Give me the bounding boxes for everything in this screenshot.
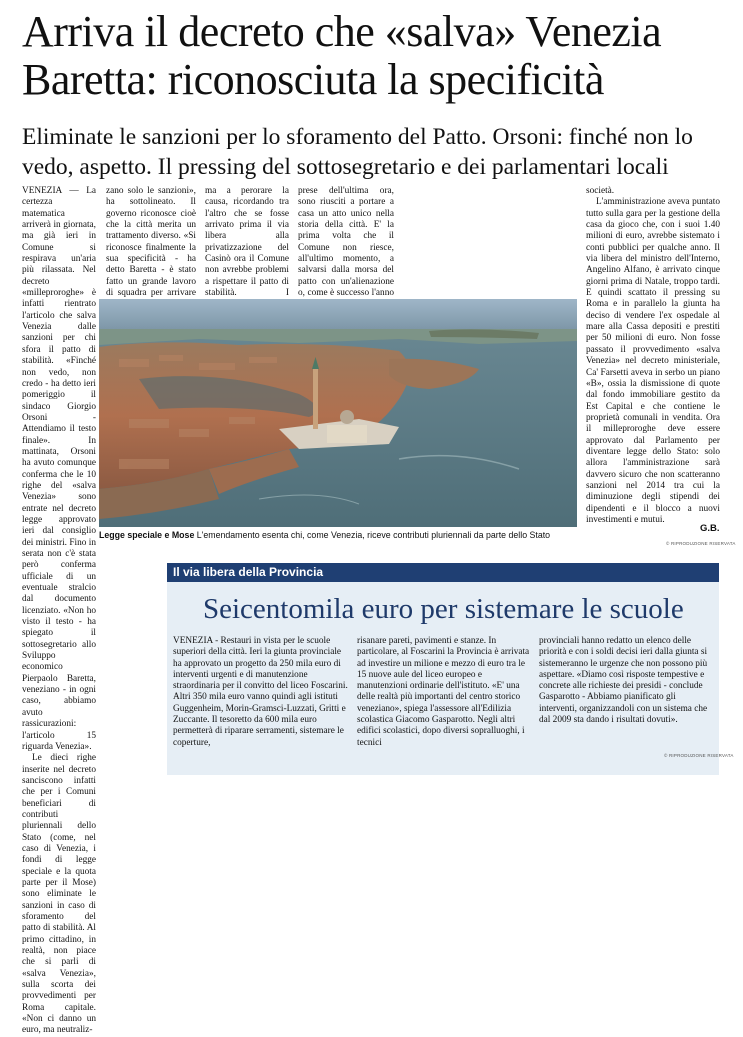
headline (22, 8, 737, 104)
caption-text: L'emendamento esenta chi, come Venezia, riceve contributi pluriennali da parte dello Stato (194, 530, 551, 540)
article-column-5 (586, 186, 720, 526)
venice-aerial-photo (99, 299, 577, 527)
article-column-4b (402, 186, 577, 298)
headline-line-1: Arriva il decreto che «salva» Venezia (22, 7, 662, 56)
subheadline (22, 122, 737, 182)
sidebar-paragraph: provinciali hanno redatto un elenco delle priorità e con i soldi decisi ieri dalla giunta si sistemeranno le urgenze che non possono più aspettare. «Diamo così risposte tempestive e concrete alle richieste dei presidi - conclude Gasparotto - Abbiamo pianificato gli interventi, organizzandoli con un sistema che dal 2009 sta dando i risultati dovuti». (539, 636, 708, 726)
subheadline-line-1: Eliminate le sanzioni per lo sforamento del Patto. Orsoni: finché non lo (22, 124, 693, 150)
sidebar-paragraph: risanare pareti, pavimenti e stanze. In particolare, al Foscarini la Provincia è arrivata ad investire un milione e mezzo di euro tra le 15 nuove aule del liceo europeo e manutenzioni ordinarie dell'istituto. «E' una delle realtà più importanti del centro storico veneziano», spiega l'assessore all'Edilizia scolastica Giacomo Gasparotto. Negli altri edifici scolastici, dopo diversi sopralluoghi, i tecnici (357, 636, 530, 748)
article-paragraph: ma a perorare la causa, ricordando tra l'altro che se fosse arrivato prima il via libera alla privatizzazione del Casinò ora il Comune non avrebbe problemi a rispettare il patto di stabilità. I (205, 186, 289, 299)
sidebar-reproduction-note: © RIPRODUZIONE RISERVATA (664, 753, 734, 758)
article-paragraph: VENEZIA — La certezza matematica arriverà in giornata, ma già ieri in Comune si respirava un'aria più rilassata. Nel decreto «milleproroghe» è infatti rientrato l'articolo che salva Venezia dalle sanzioni per chi sfora il patto di stabilità. «Finché non vedo, non credo - ha detto ieri pomeriggio il sindaco Giorgio Orsoni - Attendiamo il testo finale». In mattinata, Orsoni ha avuto comunque conferma che le 10 righe del «salva Venezia» sono entrate nel decreto legge approvato ieri dal consiglio dei ministri. Fino in serata non c'è stata però conferma ufficiale di un eventuale stralcio dal documento licenziato. «Non ho visto il testo - ha spiegato il sottosegretario allo Sviluppo economico Pierpaolo Baretta, veneziano - in ogni caso, abbiamo avuto rassicurazioni: l'articolo 15 riguarda Venezia». (22, 186, 96, 752)
article-paragraph: società. (586, 186, 615, 196)
reproduction-note: © RIPRODUZIONE RISERVATA (666, 541, 736, 546)
article-paragraph: prese dell'ultima ora, sono riusciti a portare a casa un atto unico nella storia della città. E' la prima volta che il Comune non riesce, all'ultimo momento, a salvarsi dalla morsa del patto con un'alienazione o, come è successo l'anno (298, 186, 394, 299)
article-paragraph: L'amministrazione aveva puntato tutto sulla gara per la gestione della casa da gioco che, con i suoi 1.40 milioni di euro, avrebbe sistemato i conti pubblici per qualche anno. Il via libera del ministro dell'Interno, Angelino Alfano, è arrivato cinque giorni prima di Natale, troppo tardi. E quindi scattato il pressing su Roma e in parallelo la giunta ha deciso di vendere l'ex ospedale al mare alla Cassa depositi e prestiti per 50 milioni di euro. Non fosse passato il provvedimento «salva Venezia» nel decreto ministeriale, Ca' Farsetti aveva in serbo un piano «B», ossia la dismissione di quote dal fondo immobiliare gestito da Est Capital e che contiene le proprietà comunali in vendita. Ora il milleproroghe deve essere approvato dal Parlamento per diventare legge dello Stato: solo allora l'amministrazione sarà davvero sicuro che non scatteranno sanzioni nel 2014 tra cui la diminuzione degli stipendi dei dipendenti e il blocco a nuovi investimenti e mutui. (586, 197, 720, 525)
author-signature: G.B. (700, 523, 720, 534)
sidebar-column-2 (357, 636, 532, 749)
subheadline-line-2: vedo, aspetto. Il pressing del sottosegretario e dei parlamentari locali (22, 154, 669, 180)
headline-line-2: Baretta: riconosciuta la specificità (22, 55, 604, 104)
sidebar-box-headline: Seicentomila euro per sistemare le scuole (203, 593, 684, 625)
sidebar-box-label: Il via libera della Provincia (173, 565, 324, 579)
article-column-1 (22, 186, 96, 1037)
article-column-3 (205, 186, 289, 298)
article-column-4 (298, 186, 394, 298)
sidebar-column-3 (539, 636, 714, 726)
article-paragraph: zano solo le sanzioni», ha sottolineato. Il governo riconosce cioè che la città merita un trattamento diverso. «Si riconosce finalmente la sua specificità - ha detto Baretta - è stato fatto un grande lavoro di squadra per arrivare (106, 186, 196, 299)
article-paragraph (402, 186, 577, 197)
sidebar-paragraph: VENEZIA - Restauri in vista per le scuole superiori della città. Ieri la giunta provinciale ha approvato un progetto da 250 mila euro di interventi urgenti e di manutenzione straordinaria per il convitto del liceo Foscarini. Altri 350 mila euro vanno quindi agli istituti Guggenheim, Morin-Gramsci-Luzzati, Gritti e Zuccante. Il tesoretto da 600 mila euro permetterà di riparare serramenti, sistemare le coperture, (173, 636, 348, 748)
sidebar-column-1 (173, 636, 351, 749)
photo-caption (99, 530, 577, 541)
article-column-2 (106, 186, 196, 298)
caption-title: Legge speciale e Mose (99, 530, 195, 540)
article-paragraph: Le dieci righe inserite nel decreto sanciscono infatti che per i Comuni beneficiari di contributi pluriennali dello Stato (come, nel caso di Venezia, i fondi di legge speciale e la quota parte per il Mose) sono eliminate le sanzioni in caso di sforamento del patto di stabilità. Al primo cittadino, in realtà, non piace che si parli di «salva Venezia», sulla scorta dei provvedimenti per Roma capitale. «Non ci danno un euro, ma neutraliz- (22, 753, 96, 1036)
